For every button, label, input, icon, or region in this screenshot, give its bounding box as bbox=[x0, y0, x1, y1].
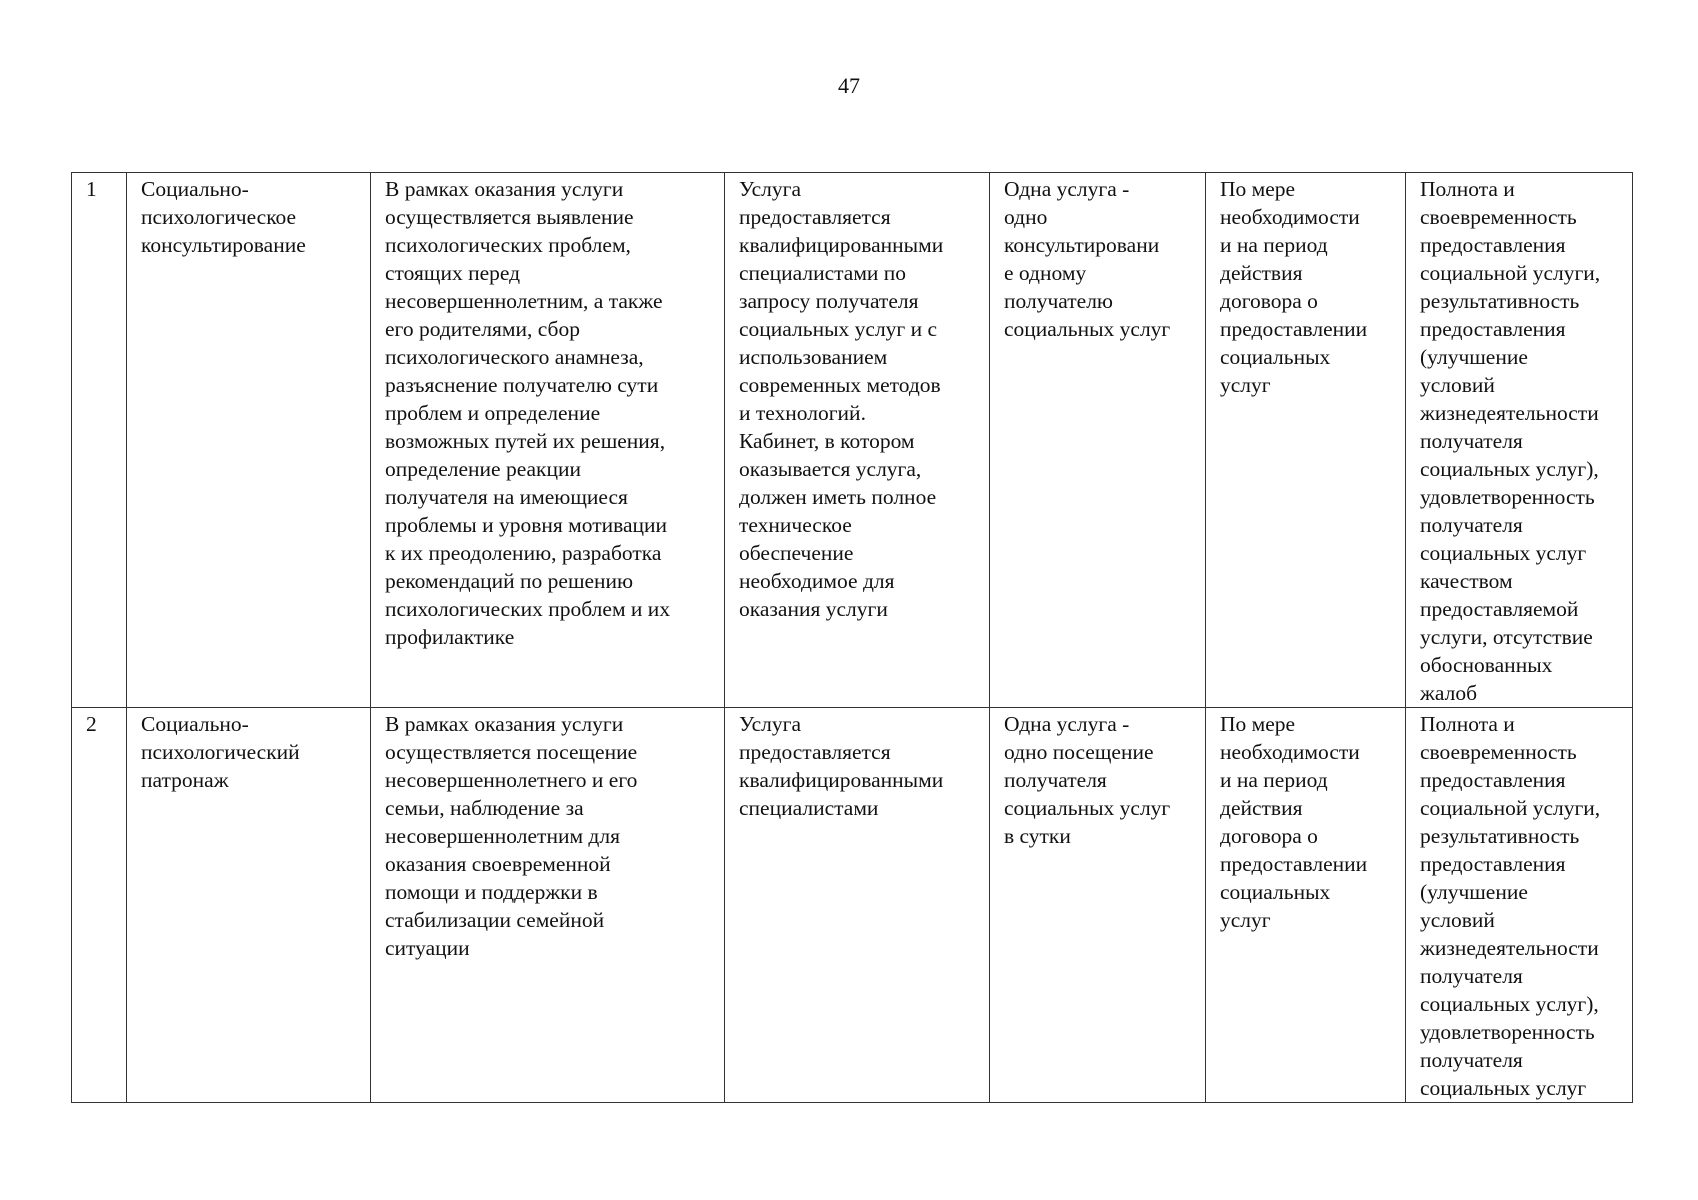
service-unit-cell: Одна услуга - одно консультировани е одному получателю социальных услуг bbox=[990, 173, 1206, 708]
table-row bbox=[72, 173, 1633, 708]
service-term-cell: По мере необходимости и на период действия договора о предоставлении социальных услуг bbox=[1206, 173, 1406, 708]
service-quality-cell: Полнота и своевременность предоставления социальной услуги, результативность предоставления (улучшение условий жизнедеятельности получателя социальных услуг), удовлетворенность получателя социальных услуг качеством предоставляемой услуги, отсутствие обоснованных жалоб bbox=[1406, 173, 1633, 708]
service-quality-cell: Полнота и своевременность предоставления социальной услуги, результативность предоставления (улучшение условий жизнедеятельности получателя социальных услуг), удовлетворенность получателя социальных услуг bbox=[1406, 708, 1633, 1103]
service-content-cell: В рамках оказания услуги осуществляется выявление психологических проблем, стоящих перед несовершеннолетним, а также его родителями, сбор психологического анамнеза, разъяснение получателю сути проблем и определение возможных путей их решения, определение реакции получателя на имеющиеся проблемы и уровня мотивации к их преодолению, разработка рекомендаций по решению психологических проблем и их профилактике bbox=[371, 173, 725, 708]
table-row bbox=[72, 708, 1633, 1103]
service-content-cell: В рамках оказания услуги осуществляется посещение несовершеннолетнего и его семьи, наблюдение за несовершеннолетним для оказания своевременной помощи и поддержки в стабилизации семейной ситуации bbox=[371, 708, 725, 1103]
page-number: 47 bbox=[838, 73, 860, 98]
service-name-cell: Социально- психологический патронаж bbox=[127, 708, 371, 1103]
services-table bbox=[71, 172, 1633, 1103]
service-unit-cell: Одна услуга - одно посещение получателя социальных услуг в сутки bbox=[990, 708, 1206, 1103]
service-conditions-cell: Услуга предоставляется квалифицированными специалистами по запросу получателя социальных услуг и с использованием современных методов и технологий. Кабинет, в котором оказывается услуга, должен иметь полное техническое обеспечение необходимое для оказания услуги bbox=[725, 173, 990, 708]
row-number-cell: 1 bbox=[72, 173, 127, 708]
service-conditions-cell: Услуга предоставляется квалифицированными специалистами bbox=[725, 708, 990, 1103]
service-name-cell: Социально- психологическое консультирование bbox=[127, 173, 371, 708]
service-term-cell: По мере необходимости и на период действия договора о предоставлении социальных услуг bbox=[1206, 708, 1406, 1103]
row-number-cell: 2 bbox=[72, 708, 127, 1103]
